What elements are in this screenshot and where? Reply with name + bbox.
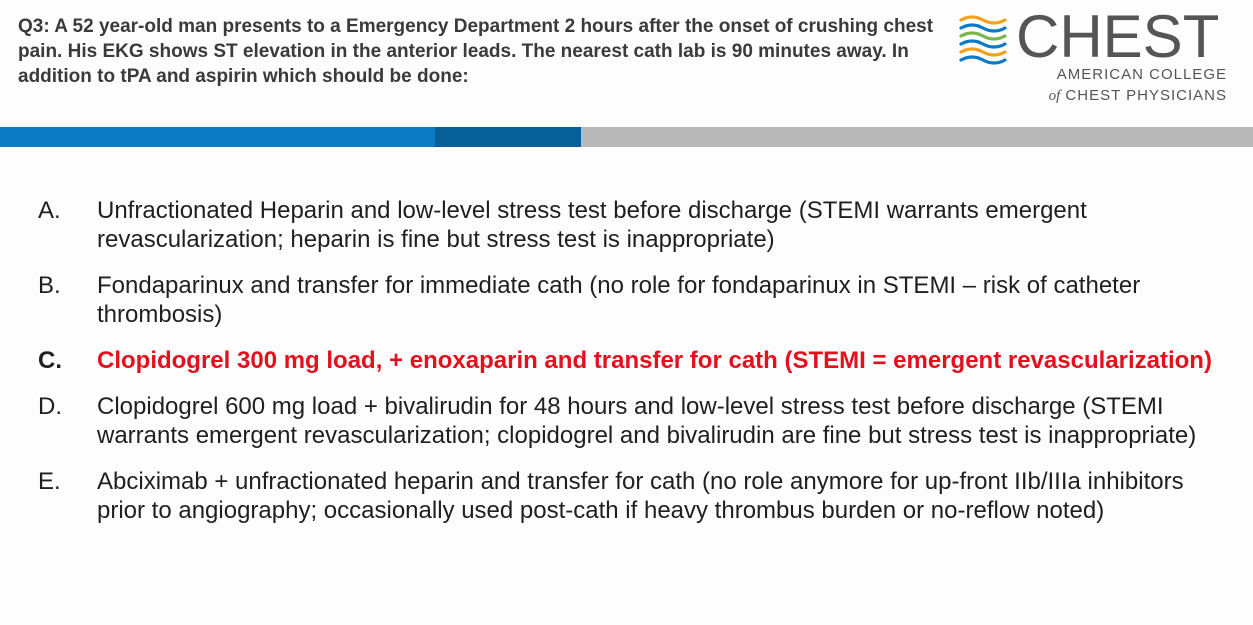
option-text: Clopidogrel 300 mg load, + enoxaparin and transfer for cath (STEMI = emergent revascularization)	[97, 347, 1212, 374]
answer-option-e	[38, 467, 1228, 525]
answer-option-a	[38, 196, 1228, 254]
option-letter: D.	[38, 393, 62, 420]
answer-option-c-correct	[38, 346, 1228, 375]
chest-logo	[958, 3, 1243, 113]
logo-wordmark: CHEST	[1016, 3, 1220, 70]
answer-options	[38, 196, 1228, 525]
option-letter: A.	[38, 197, 61, 224]
logo-subtitle-of: of	[1048, 88, 1061, 104]
answer-option-b	[38, 271, 1228, 329]
answer-option-d	[38, 392, 1228, 450]
question-text: Q3: A 52 year-old man presents to a Emergency Department 2 hours after the onset of crushing chest pain. His EKG shows ST elevation in the anterior leads. The nearest cath lab is 90 minutes away. In addition to tPA and aspirin which should be done:	[18, 16, 934, 87]
option-letter: C.	[38, 347, 62, 374]
logo-subtitle-rest: CHEST PHYSICIANS	[1065, 87, 1227, 104]
option-letter: B.	[38, 272, 61, 299]
option-text: Unfractionated Heparin and low-level stress test before discharge (STEMI warrants emergent revascularization; heparin is fine but stress test is inappropriate)	[97, 197, 1087, 253]
option-text: Clopidogrel 600 mg load + bivalirudin for 48 hours and low-level stress test before discharge (STEMI warrants emergent revascularization; clopidogrel and bivalirudin are fine but stress test is inappropriate)	[97, 393, 1197, 449]
option-text: Abciximab + unfractionated heparin and transfer for cath (no role anymore for up-front IIb/IIIa inhibitors prior to angiography; occasionally used post-cath if heavy thrombus burden or no-reflow noted)	[97, 468, 1184, 524]
header-rule-dark-blue	[435, 127, 581, 147]
logo-subtitle-line1: AMERICAN COLLEGE	[1056, 66, 1227, 83]
option-letter: E.	[38, 468, 61, 495]
logo-subtitle-line2	[1049, 87, 1227, 105]
chest-logo-icon	[958, 12, 1008, 72]
header-rule	[0, 127, 1253, 147]
header-rule-blue	[0, 127, 435, 147]
option-text: Fondaparinux and transfer for immediate cath (no role for fondaparinux in STEMI – risk of catheter thrombosis)	[97, 272, 1141, 328]
header-rule-gray	[581, 127, 1253, 147]
